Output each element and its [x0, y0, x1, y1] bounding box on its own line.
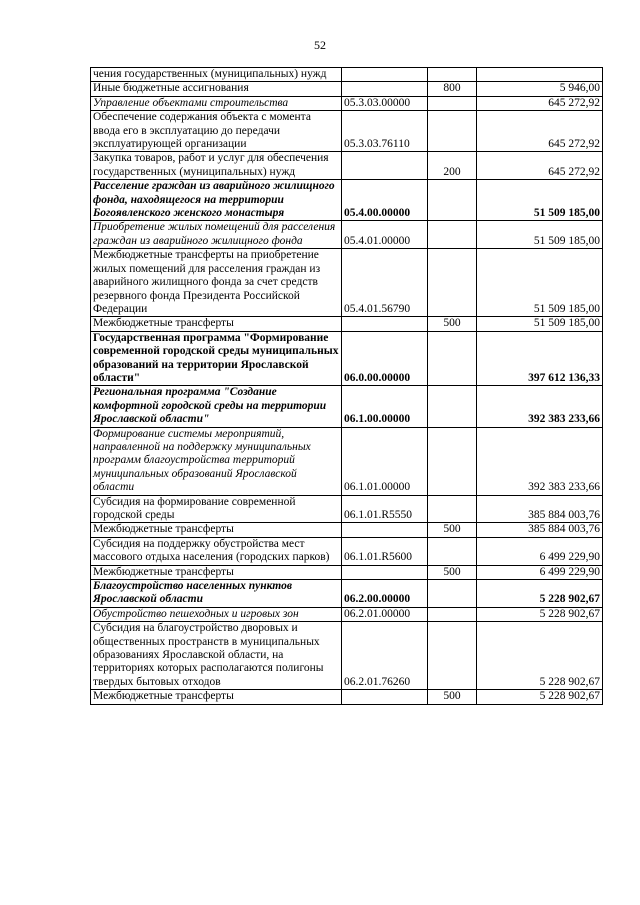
row-sum-cell: 392 383 233,66	[477, 427, 603, 495]
row-sum-cell: 5 228 902,67	[477, 607, 603, 621]
row-sum-cell: 385 884 003,76	[477, 495, 603, 523]
row-sum-cell: 5 228 902,67	[477, 690, 603, 704]
table-row	[91, 386, 603, 427]
row-sum-cell: 51 509 185,00	[477, 317, 603, 331]
row-name-cell: Межбюджетные трансферты	[91, 565, 342, 579]
row-code-cell: 06.1.00.00000	[342, 386, 428, 427]
row-sum-cell	[477, 68, 603, 82]
row-code-cell: 06.0.00.00000	[342, 331, 428, 386]
row-code-cell	[342, 317, 428, 331]
row-expense-type-cell	[428, 221, 477, 249]
row-name-cell: Субсидия на благоустройство дворовых и общественных пространств в муниципальных образованиях Ярославской области, на территориях которых располагаются полигоны твердых бытовых отходов	[91, 622, 342, 690]
row-expense-type-cell	[428, 331, 477, 386]
row-expense-type-cell	[428, 249, 477, 317]
table-row	[91, 180, 603, 221]
row-sum-cell: 6 499 229,90	[477, 565, 603, 579]
row-code-cell	[342, 690, 428, 704]
row-name-cell: Расселение граждан из аварийного жилищного фонда, находящегося на территории Богоявленского женского монастыря	[91, 180, 342, 221]
row-name-cell: чения государственных (муниципальных) нужд	[91, 68, 342, 82]
row-code-cell: 05.3.03.00000	[342, 96, 428, 110]
row-sum-cell: 51 509 185,00	[477, 221, 603, 249]
budget-table	[90, 67, 603, 705]
table-row	[91, 622, 603, 690]
row-code-cell: 05.4.00.00000	[342, 180, 428, 221]
row-sum-cell: 5 228 902,67	[477, 622, 603, 690]
table-row	[91, 68, 603, 82]
table-row	[91, 111, 603, 152]
row-name-cell: Субсидия на поддержку обустройства мест массового отдыха населения (городских парков)	[91, 537, 342, 565]
table-row	[91, 82, 603, 96]
row-sum-cell: 645 272,92	[477, 152, 603, 180]
row-code-cell: 06.1.01.R5550	[342, 495, 428, 523]
table-row	[91, 495, 603, 523]
row-sum-cell: 645 272,92	[477, 96, 603, 110]
row-name-cell: Обустройство пешеходных и игровых зон	[91, 607, 342, 621]
row-name-cell: Закупка товаров, работ и услуг для обеспечения государственных (муниципальных) нужд	[91, 152, 342, 180]
row-name-cell: Приобретение жилых помещений для расселения граждан из аварийного жилищного фонда	[91, 221, 342, 249]
row-expense-type-cell: 800	[428, 82, 477, 96]
row-sum-cell: 397 612 136,33	[477, 331, 603, 386]
row-name-cell: Межбюджетные трансферты	[91, 523, 342, 537]
budget-table-body	[91, 68, 603, 705]
page-number: 52	[314, 38, 326, 52]
table-row	[91, 331, 603, 386]
row-sum-cell: 392 383 233,66	[477, 386, 603, 427]
row-name-cell: Межбюджетные трансферты	[91, 317, 342, 331]
table-row	[91, 565, 603, 579]
row-expense-type-cell	[428, 427, 477, 495]
table-row	[91, 317, 603, 331]
table-row	[91, 537, 603, 565]
row-expense-type-cell: 200	[428, 152, 477, 180]
row-expense-type-cell	[428, 495, 477, 523]
row-code-cell: 05.4.01.00000	[342, 221, 428, 249]
row-sum-cell: 51 509 185,00	[477, 249, 603, 317]
row-sum-cell: 6 499 229,90	[477, 537, 603, 565]
table-row	[91, 96, 603, 110]
table-row	[91, 221, 603, 249]
row-code-cell	[342, 152, 428, 180]
row-sum-cell: 645 272,92	[477, 111, 603, 152]
row-code-cell: 06.2.01.00000	[342, 607, 428, 621]
table-row	[91, 427, 603, 495]
row-expense-type-cell	[428, 96, 477, 110]
row-expense-type-cell	[428, 68, 477, 82]
row-name-cell: Региональная программа "Создание комфортной городской среды на территории Ярославской области"	[91, 386, 342, 427]
row-sum-cell: 5 946,00	[477, 82, 603, 96]
row-name-cell: Благоустройство населенных пунктов Ярославской области	[91, 580, 342, 608]
row-code-cell	[342, 523, 428, 537]
row-name-cell: Обеспечение содержания объекта с момента ввода его в эксплуатацию до передачи эксплуатирующей организации	[91, 111, 342, 152]
row-expense-type-cell	[428, 607, 477, 621]
row-name-cell: Межбюджетные трансферты на приобретение жилых помещений для расселения граждан из аварийного жилищного фонда за счет средств резервного фонда Президента Российской Федерации	[91, 249, 342, 317]
row-code-cell	[342, 82, 428, 96]
table-row	[91, 580, 603, 608]
row-sum-cell: 51 509 185,00	[477, 180, 603, 221]
row-code-cell	[342, 68, 428, 82]
row-expense-type-cell	[428, 111, 477, 152]
row-expense-type-cell: 500	[428, 690, 477, 704]
table-row	[91, 607, 603, 621]
row-name-cell: Субсидия на формирование современной городской среды	[91, 495, 342, 523]
row-name-cell: Иные бюджетные ассигнования	[91, 82, 342, 96]
table-row	[91, 152, 603, 180]
row-expense-type-cell	[428, 537, 477, 565]
row-expense-type-cell	[428, 622, 477, 690]
table-row	[91, 690, 603, 704]
row-code-cell: 06.2.01.76260	[342, 622, 428, 690]
row-expense-type-cell	[428, 580, 477, 608]
table-row	[91, 249, 603, 317]
row-code-cell: 06.2.00.00000	[342, 580, 428, 608]
row-name-cell: Межбюджетные трансферты	[91, 690, 342, 704]
row-code-cell	[342, 565, 428, 579]
row-sum-cell: 5 228 902,67	[477, 580, 603, 608]
row-expense-type-cell: 500	[428, 565, 477, 579]
row-expense-type-cell	[428, 386, 477, 427]
row-expense-type-cell	[428, 180, 477, 221]
row-name-cell: Формирование системы мероприятий, направленной на поддержку муниципальных программ благоустройства территорий муниципальных образований Ярославской области	[91, 427, 342, 495]
row-code-cell: 06.1.01.R5600	[342, 537, 428, 565]
row-code-cell: 05.4.01.56790	[342, 249, 428, 317]
row-code-cell: 05.3.03.76110	[342, 111, 428, 152]
row-sum-cell: 385 884 003,76	[477, 523, 603, 537]
row-expense-type-cell: 500	[428, 523, 477, 537]
row-name-cell: Управление объектами строительства	[91, 96, 342, 110]
row-name-cell: Государственная программа "Формирование современной городской среды муниципальных образований на территории Ярославской области"	[91, 331, 342, 386]
row-code-cell: 06.1.01.00000	[342, 427, 428, 495]
table-row	[91, 523, 603, 537]
row-expense-type-cell: 500	[428, 317, 477, 331]
